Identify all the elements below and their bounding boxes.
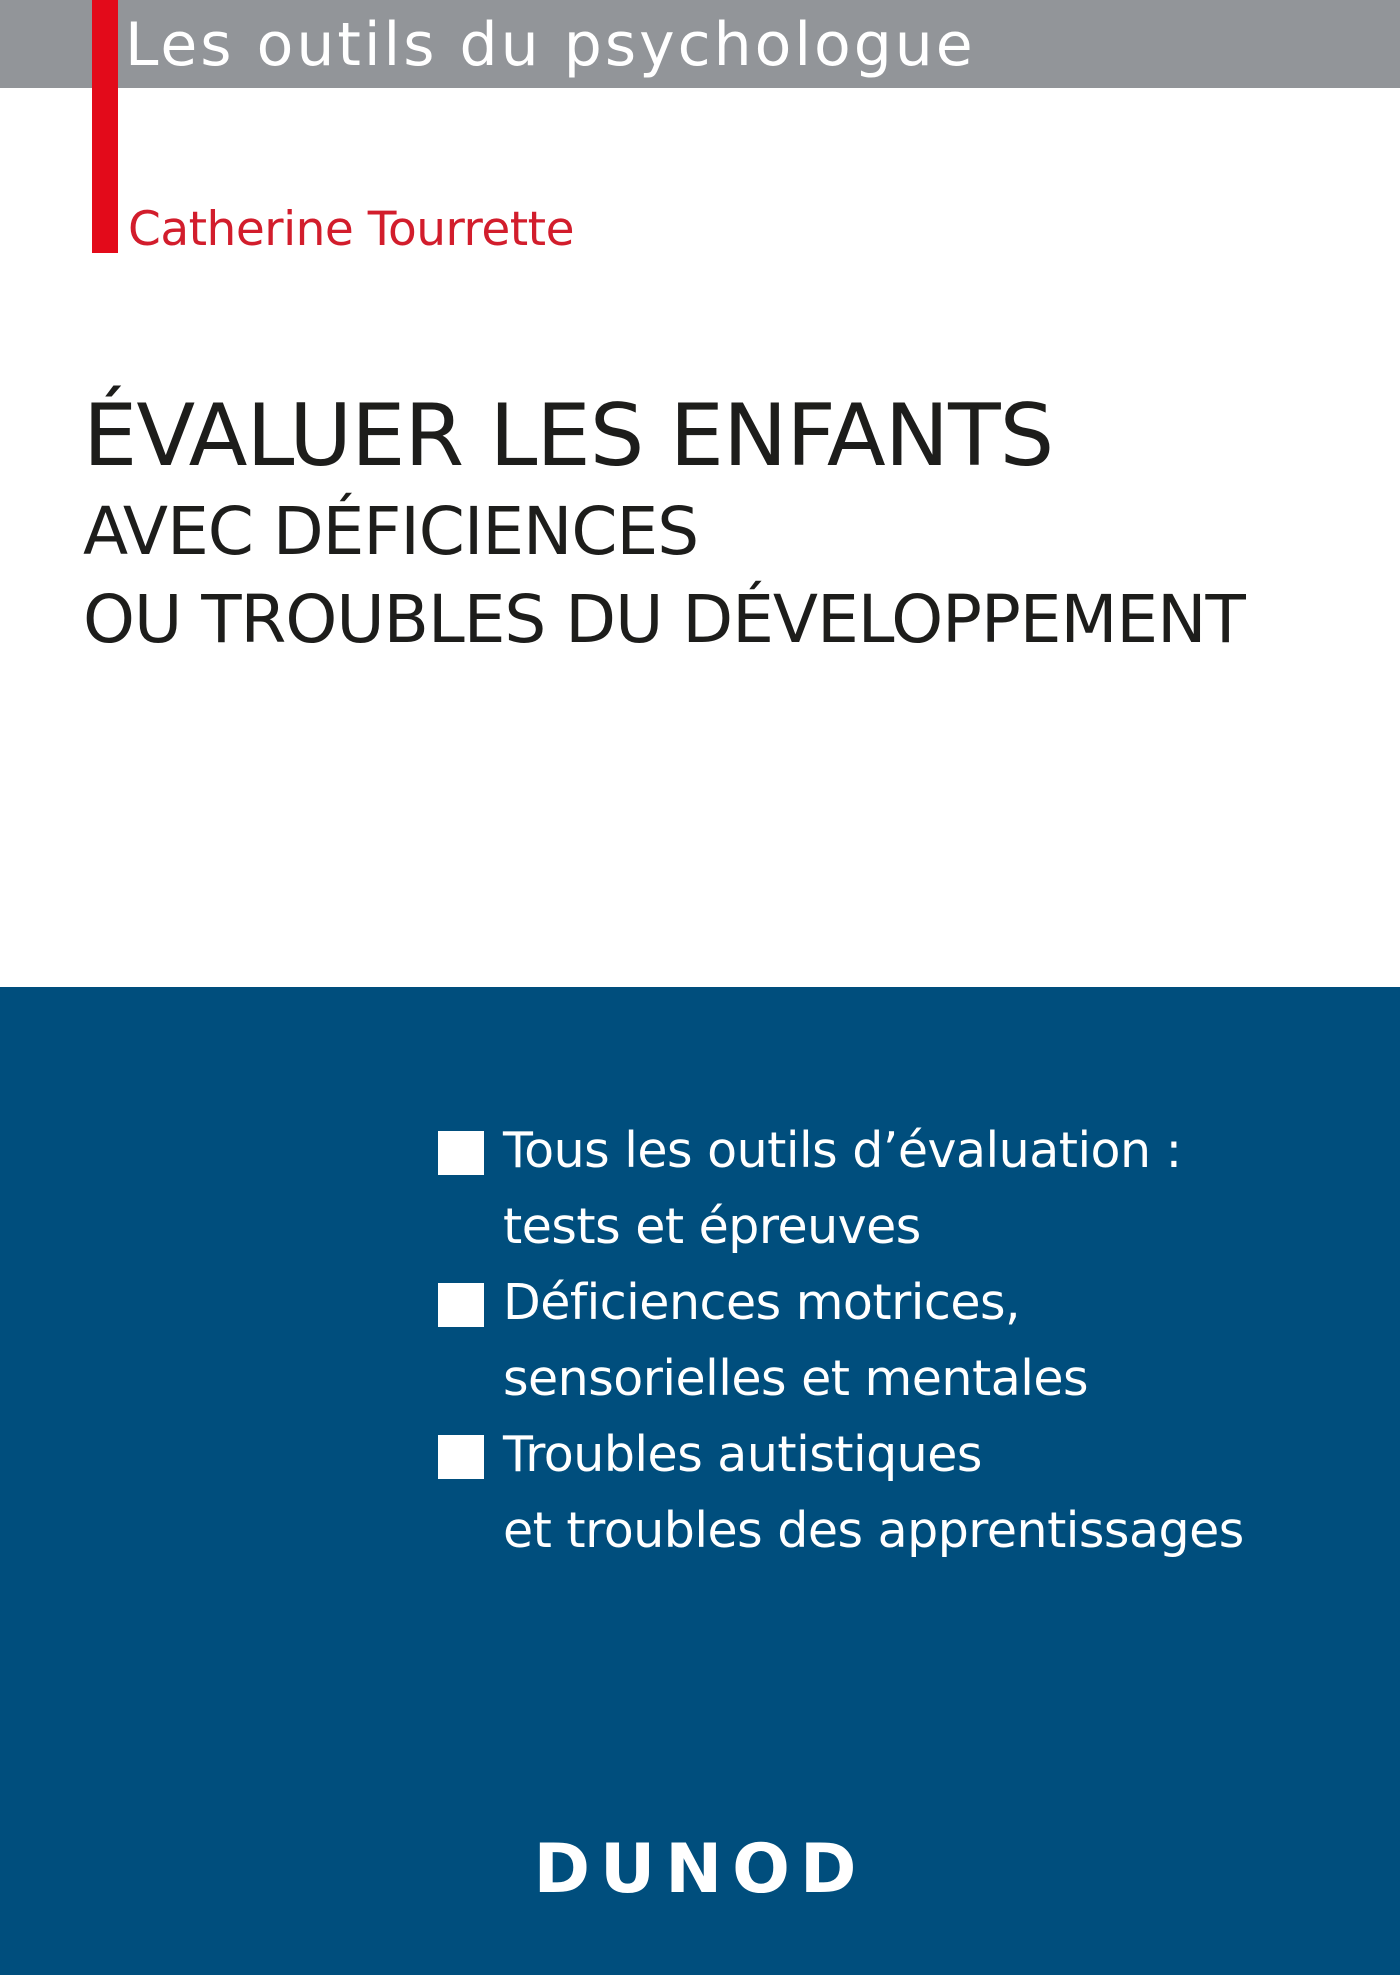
title-subtitle-line-2: OU TROUBLES DU DÉVELOPPEMENT [83, 581, 1245, 658]
square-bullet-icon [438, 1435, 484, 1479]
list-item-line-2: et troubles des apprentissages [503, 1502, 1244, 1559]
feature-list [438, 1113, 1244, 1569]
title-subtitle-line-1: AVEC DÉFICIENCES [83, 493, 699, 570]
list-item-line-1: Troubles autistiques [503, 1426, 982, 1483]
author-name: Catherine Tourrette [128, 202, 575, 257]
list-item-line-1: Déficiences motrices, [503, 1274, 1021, 1331]
list-item [438, 1417, 1244, 1569]
red-accent-bar [92, 0, 118, 253]
list-item [438, 1113, 1244, 1265]
list-item-line-2: sensorielles et mentales [503, 1350, 1089, 1407]
book-title [83, 384, 1245, 664]
square-bullet-icon [438, 1131, 484, 1175]
list-item [438, 1265, 1244, 1417]
list-item-line-2: tests et épreuves [503, 1198, 921, 1255]
series-title: Les outils du psychologue [125, 10, 976, 80]
publisher-logo: DUNOD [533, 1830, 867, 1909]
square-bullet-icon [438, 1283, 484, 1327]
title-main: ÉVALUER LES ENFANTS [83, 386, 1054, 486]
list-item-line-1: Tous les outils d’évaluation : [503, 1122, 1182, 1179]
